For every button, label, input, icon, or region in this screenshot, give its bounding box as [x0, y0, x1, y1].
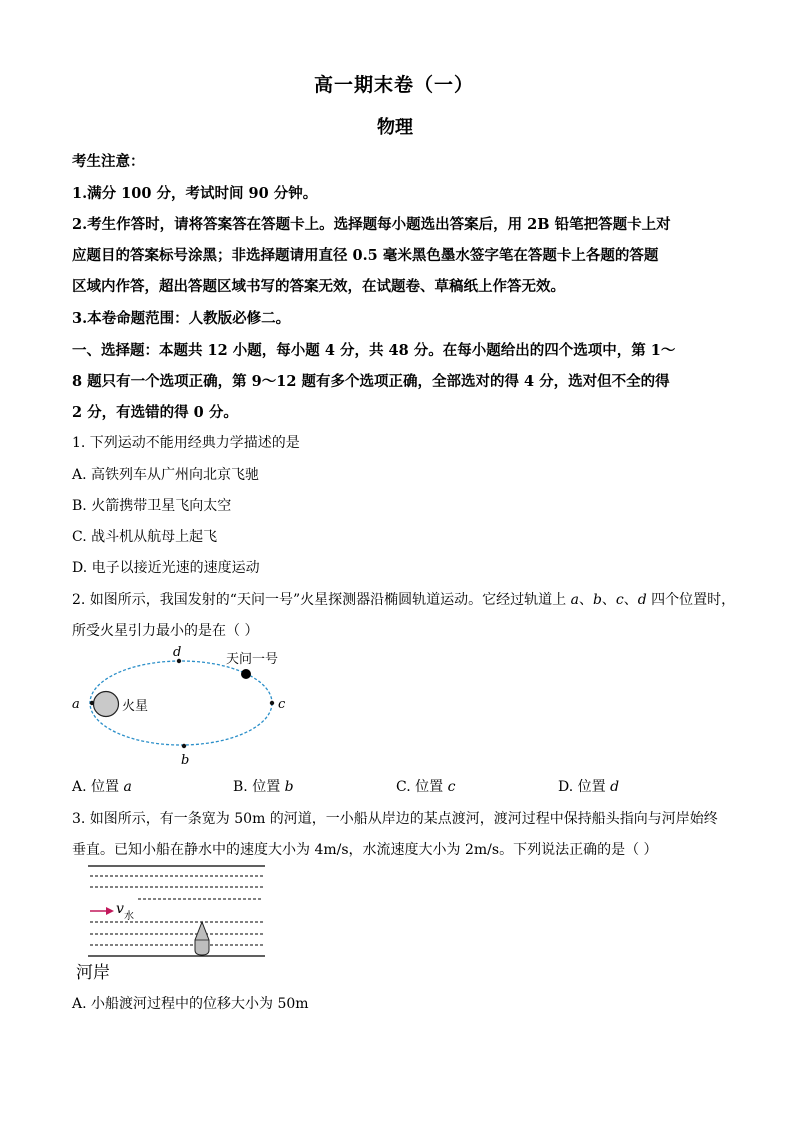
notice-heading: 考生注意： — [72, 153, 145, 170]
section-heading-line-3: 2 分，有选错的得 0 分。 — [72, 404, 238, 421]
section-heading-line-1: 一、选择题：本题共 12 小题，每小题 4 分，共 48 分。在每小题给出的四个选项中，第 1～ — [72, 342, 676, 359]
label-d: d — [173, 645, 182, 660]
page-title: 高一期末卷（一） — [314, 74, 475, 96]
label-a: a — [72, 697, 80, 712]
probe-label: 天问一号 — [226, 652, 279, 667]
notice-item-2-cont2: 区域内作答，超出答题区域书写的答案无效，在试题卷、草稿纸上作答无效。 — [72, 278, 565, 295]
q1-option-c: C. 战斗机从航母上起飞 — [72, 529, 218, 545]
subject-title: 物理 — [377, 117, 413, 138]
notice-item-1: 1.满分 100 分，考试时间 90 分钟。 — [72, 185, 318, 202]
mars-label: 火星 — [122, 699, 149, 714]
q2-option-a: A. 位置 a — [72, 779, 132, 795]
q2-option-c: C. 位置 c — [396, 779, 456, 795]
flow-arrow-head — [106, 907, 114, 915]
q2-stem-line-2: 所受火星引力最小的是在（ ） — [72, 623, 259, 639]
q2-stem-line-1: 2. 如图所示，我国发射的“天问一号”火星探测器沿椭圆轨道运动。它经过轨道上 a、b、c、d 四个位置时， — [72, 592, 736, 608]
q3-stem-line-1: 3. 如图所示，有一条宽为 50m 的河道，一小船从岸边的某点渡河，渡河过程中保持船头指向与河岸始终 — [72, 811, 718, 827]
label-b: b — [181, 753, 190, 768]
notice-item-2: 2.考生作答时，请将答案答在答题卡上。选择题每小题选出答案后，用 2B 铅笔把答题卡上对 — [72, 216, 671, 233]
q3-option-a: A. 小船渡河过程中的位移大小为 50m — [72, 996, 309, 1012]
probe-dot — [241, 669, 251, 679]
point-c — [270, 701, 274, 705]
q1-stem: 1. 下列运动不能用经典力学描述的是 — [72, 435, 300, 451]
point-a — [90, 701, 94, 705]
velocity-label: v — [116, 901, 124, 917]
boat-shape — [195, 922, 209, 955]
q1-option-b: B. 火箭携带卫星飞向太空 — [72, 498, 232, 514]
section-heading-line-2: 8 题只有一个选项正确，第 9～12 题有多个选项正确，全部选对的得 4 分，选对但不全的得 — [72, 373, 670, 390]
notice-item-3: 3.本卷命题范围：人教版必修二。 — [72, 310, 291, 327]
point-b — [182, 744, 186, 748]
river-bank-label: 河岸 — [76, 963, 110, 983]
q3-stem-line-2: 垂直。已知小船在静水中的速度大小为 4m/s，水流速度大小为 2m/s。下列说法正确的是（ ） — [72, 842, 658, 858]
velocity-subscript: 水 — [124, 911, 134, 922]
q2-option-d: D. 位置 d — [558, 779, 620, 795]
orbit-figure — [66, 640, 306, 775]
mars-planet — [94, 692, 119, 717]
q2-option-b: B. 位置 b — [233, 779, 294, 795]
q1-option-d: D. 电子以接近光速的速度运动 — [72, 560, 260, 576]
label-c: c — [278, 697, 286, 712]
notice-item-2-cont: 应题目的答案标号涂黑；非选择题请用直径 0.5 毫米黑色墨水签字笔在答题卡上各题的答题 — [72, 247, 659, 264]
q1-option-a: A. 高铁列车从广州向北京飞驰 — [72, 467, 260, 483]
